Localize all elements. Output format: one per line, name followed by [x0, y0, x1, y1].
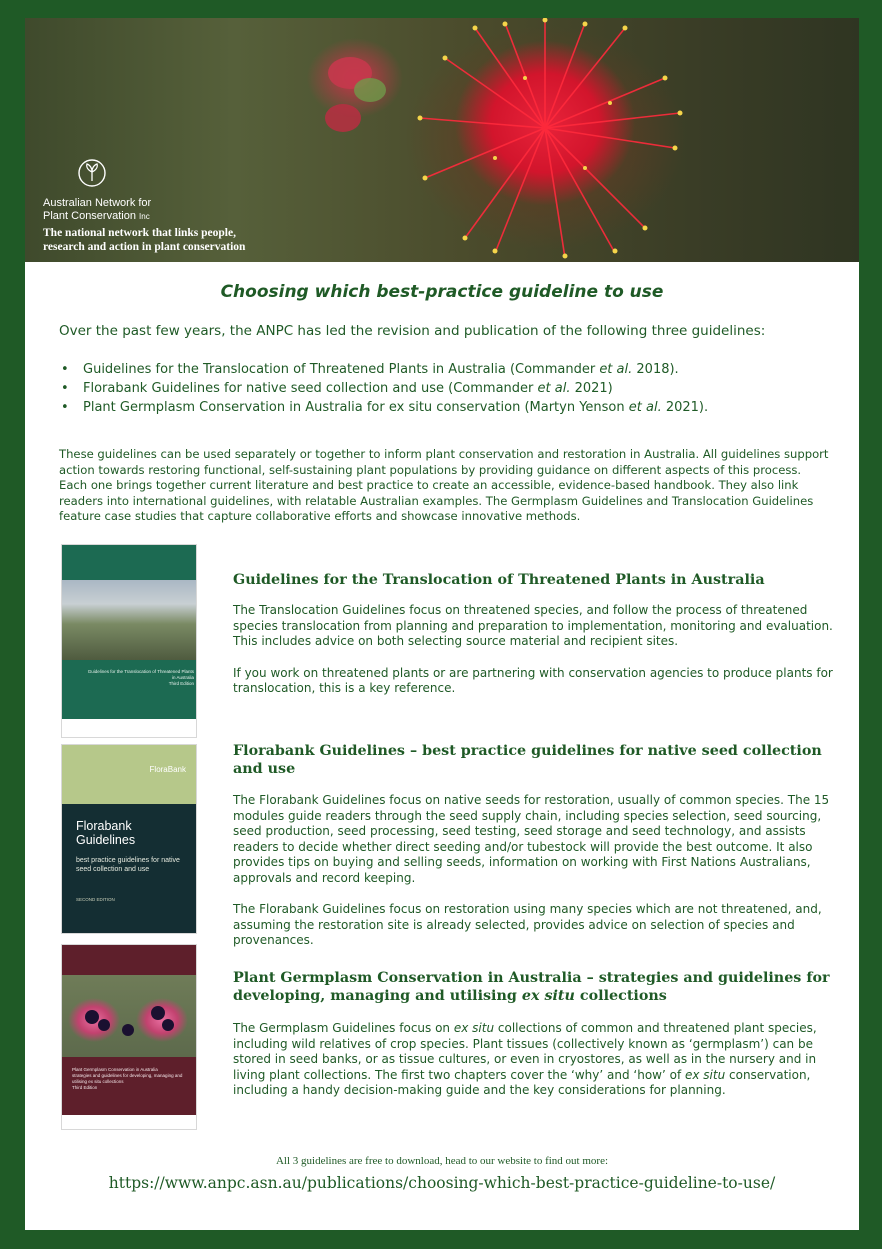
translocation-paragraph-2: If you work on threatened plants or are partnering with conservation agencies to produce plants for translocation, this is a key reference.	[233, 665, 833, 695]
florabank-brand-logo: FloraBank	[149, 765, 186, 774]
translocation-cover-logo-strip	[62, 719, 196, 737]
org-name-suffix: Inc	[139, 212, 150, 221]
list-item: • Plant Germplasm Conservation in Australia for ex situ conservation (Martyn Yenson et al. 2021).	[59, 398, 839, 417]
page-title: Choosing which best-practice guideline to use	[220, 282, 664, 302]
guidelines-list	[59, 360, 839, 417]
translocation-heading: Guidelines for the Translocation of Threatened Plants in Australia	[233, 572, 765, 588]
translocation-cover-title: Guidelines for the Translocation of Threatened Plants in Australia Third Edition	[87, 669, 194, 686]
download-note: All 3 guidelines are free to download, head to our website to find out more:	[275, 1155, 609, 1167]
germplasm-guidelines-cover	[62, 945, 196, 1129]
summary-paragraph: These guidelines can be used separately or together to inform plant conservation and restoration in Australia. All guidelines support action towards restoring functional, self-sustaining plant populations by providing guidance on different aspects of this process. Each one brings together current literature and best practice to create an accessible, evidence-based handbook. They also link readers into international guidelines, with relatable Australian examples. The Germplasm Guidelines and Translocation Guidelines feature case studies that capture collaborative efforts and showcase innovative methods.	[59, 447, 829, 523]
tagline-line2: research and action in plant conservation	[43, 241, 246, 253]
florabank-cover-edition: SECOND EDITION	[76, 897, 115, 902]
website-link[interactable]: https://www.anpc.asn.au/publications/choosing-which-best-practice-guideline-to-use/	[108, 1174, 776, 1192]
list-item: • Florabank Guidelines for native seed collection and use (Commander et al. 2021)	[59, 379, 839, 398]
florabank-paragraph-2: The Florabank Guidelines focus on restoration using many species which are not threatened, and, assuming the restoration site is already selected, provides advice on selection of species and provenances.	[233, 902, 822, 947]
germplasm-section	[233, 969, 833, 1099]
translocation-paragraph-1: The Translocation Guidelines focus on threatened species, and follow the process of threatened species translocation from planning and preparation to implementation, monitoring and evaluation. This includes advice on both selecting source material and recipient sites.	[233, 603, 833, 648]
translocation-cover-photo	[62, 580, 196, 660]
florabank-guidelines-cover	[62, 745, 196, 933]
intro-text: Over the past few years, the ANPC has led the revision and publication of the following three guidelines:	[59, 323, 766, 339]
germplasm-cover-title: Plant Germplasm Conservation in Australia strategies and guidelines for developing, managing and utilising ex situ collections Third Edition	[72, 1067, 183, 1090]
tagline-line1: The national network that links people,	[43, 227, 236, 239]
org-name	[43, 197, 303, 223]
translocation-section	[233, 571, 833, 697]
florabank-cover-title: Florabank Guidelines	[76, 819, 136, 847]
header-banner-photo	[25, 18, 859, 262]
germplasm-cover-logo-strip	[62, 1115, 196, 1129]
translocation-guidelines-cover	[62, 545, 196, 737]
seed-pods-image	[62, 975, 196, 1057]
org-name-line1: Australian Network for	[43, 197, 152, 209]
florabank-section	[233, 742, 833, 949]
anpc-logo	[43, 158, 303, 223]
germplasm-cover-photo	[62, 975, 196, 1057]
list-item: • Guidelines for the Translocation of Threatened Plants in Australia (Commander et al. 2018).	[59, 360, 839, 379]
florabank-paragraph-1: The Florabank Guidelines focus on native seeds for restoration, usually of common species. The 15 modules guide readers through the seed supply chain, including species selection, seed sourcing, seed production, seed processing, seed testing, seed storage and seed technology, and assists readers to decide whether direct seeding and/or tubestock will provide the best outcome. It also provides tips on buying and selling seeds, information on working with First Nations Australians, approvals and record keeping.	[233, 793, 830, 885]
anpc-leaf-logo-icon	[77, 158, 107, 188]
florabank-cover-band	[62, 745, 196, 804]
page-frame	[25, 18, 859, 1230]
org-name-line2: Plant Conservation	[43, 210, 136, 222]
germplasm-heading: Plant Germplasm Conservation in Australia – strategies and guidelines for developing, managing and utilising ex situ collections	[233, 970, 830, 1004]
germplasm-paragraph-1: The Germplasm Guidelines focus on ex situ collections of common and threatened plant species, including wild relatives of crop species. Plant tissues (collectively known as ‘germplasm’) can be stored in seed banks, or as tissue cultures, or even in cryostores, as well as in the nursery and in living plant collections. The first two chapters cover the ‘why’ and ‘how’ of ex situ conservation, including a handy decision-making guide and the key considerations for planning.	[233, 1021, 817, 1097]
florabank-cover-subtitle: best practice guidelines for native seed collection and use	[76, 857, 180, 873]
florabank-heading: Florabank Guidelines – best practice guidelines for native seed collection and use	[233, 743, 822, 777]
tagline	[43, 226, 313, 254]
